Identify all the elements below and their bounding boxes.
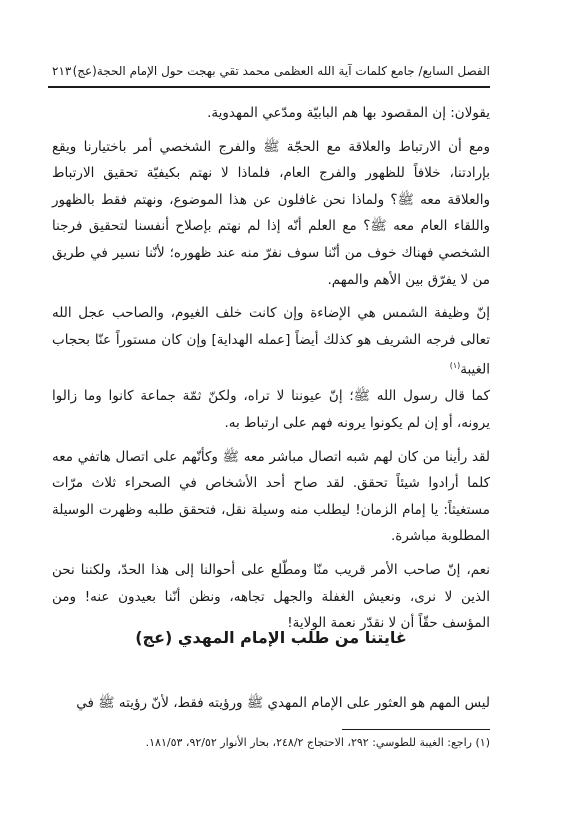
paragraph-5: لقد رأينا من كان لهم شبه اتصال مباشر معه ﷺ وكأنّهم على اتصال هاتفي معه كلما أرادوا شيئاً تحقق. لقد صاح أحد الأشخاص في الصحراء ثلاث مرّات مستغيثاً: يا إمام الزمان! ليطلب منه وسيلة نقل، فتحقق طلبه وظهرت الوسيلة المطلوبة مباشرة. [52, 448, 490, 545]
paragraph-3 [52, 300, 490, 383]
paragraph-7: ليس المهم هو العثور على الإمام المهدي ﷺ ورؤيته فقط، لأنّ رؤيته ﷺ في [76, 694, 490, 711]
paragraph-1: يقولان: إن المقصود بها هم البابيّة ومدّعي المهدوية. [207, 105, 490, 121]
body-text [52, 100, 490, 637]
page-number: ٢١٣ [52, 64, 72, 78]
footnote: (١) راجع: الغيبة للطوسي: ٢٩٢، الاحتجاج ٢٤٨/٢، بحار الأنوار ٩٢/٥٢، ١٨١/٥٣. [145, 736, 490, 749]
section-heading: غايتنا من طلب الإمام المهدي (عج) [135, 628, 407, 647]
paragraph-3-text: إنّ وظيفة الشمس هي الإضاءة وإن كانت خلف الغيوم، والصاحب عجل الله تعالى فرجه الشريف هو كذلك أيضاً [عمله الهداية] وإن كان مستوراً عنّا بحجاب الغيبة [52, 305, 490, 378]
paragraph-6: نعم، إنّ صاحب الأمر قريب منّا ومطّلع على أحوالنا إلى هذا الحدّ، ولكننا نحن الذين لا نرى، ونعيش الغفلة والجهل تجاهه، ونظن أنّنا بعيدون عنه! ومن المؤسف حقّاً أن لا نقدّر نعمة الولاية! [52, 562, 490, 632]
paragraph-4: كما قال رسول الله ﷺ؛ إنّ عيوننا لا تراه، ولكنّ ثمّة جماعة كانوا وما زالوا يرونه، أو إن لم يكونوا يرونه فهم على ارتباط به. [52, 388, 490, 432]
header-rule [48, 86, 490, 88]
footnote-marker: (١) [449, 361, 461, 371]
footnote-rule [342, 729, 490, 730]
running-head-title: الفصل السابع/ جامع كلمات آية الله العظمى محمد تقي بهجت حول الإمام الحجة(عج) [72, 64, 490, 78]
running-head [48, 62, 490, 84]
paragraph-2: ومع أن الارتباط والعلاقة مع الحجّة ﷺ والفرج الشخصي أمر باختيارنا ويقع بإرادتنا، خلافاً للظهور والفرج العام، فلماذا لا نهتم بكيفيّة تحقيق الارتباط والعلاقة معه ﷺ؟ ولماذا نحن غافلون عن هذا الموضوع، ونهتم فقط بالظهور واللقاء العام معه ﷺ؟ مع العلم أنّه إذا لم نهتم بإصلاح أنفسنا لتحقيق فرجنا الشخصي فهناك خوف من أنّنا سوف نفرّ منه عند ظهوره؛ لأنّنا نسير في طريق من لا يفرّق بين الأهم والمهم. [52, 138, 490, 288]
